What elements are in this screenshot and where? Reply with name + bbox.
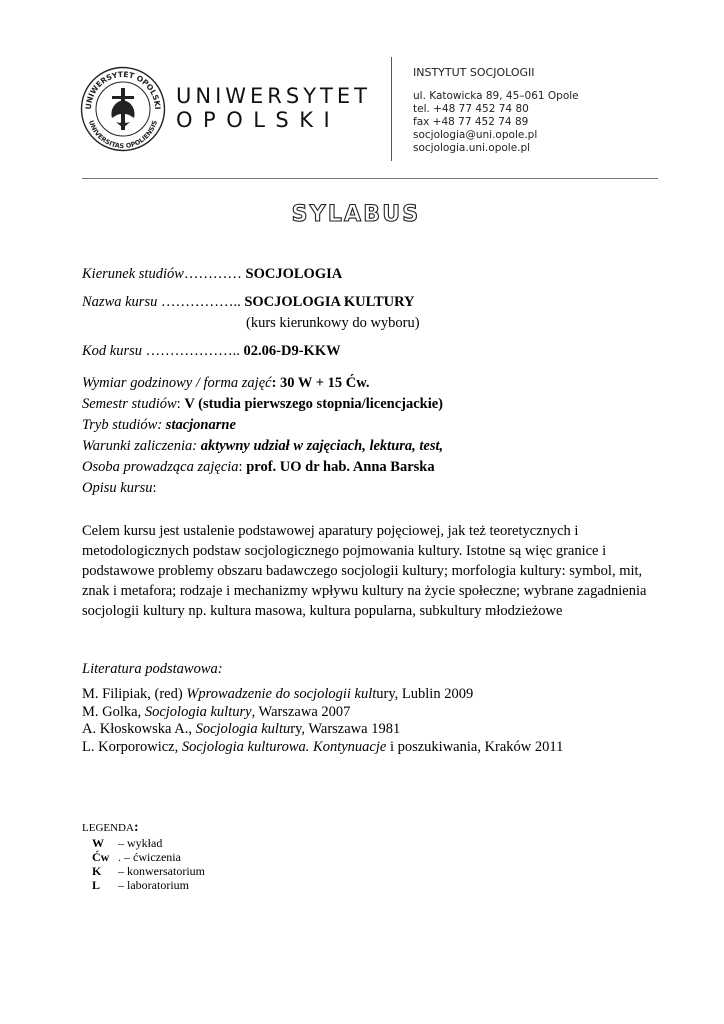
warunki-value: aktywny udział w zajęciach, lektura, test, bbox=[200, 438, 444, 454]
wymiar-label: Wymiar godzinowy / forma zajęć bbox=[82, 375, 272, 391]
nazwa-label: Nazwa kursu bbox=[82, 294, 158, 310]
lit-author: A. Kłoskowska A., bbox=[82, 721, 196, 737]
semestr-label: Semestr studiów bbox=[82, 396, 177, 412]
field-kierunek bbox=[82, 265, 342, 283]
lit-rest: ry, Warszawa 1981 bbox=[290, 721, 401, 737]
literature-item bbox=[82, 721, 563, 739]
institute-website: socjologia.uni.opole.pl bbox=[413, 142, 531, 154]
field-osoba: Osoba prowadząca zajęcia: prof. UO dr hab. Anna Barska bbox=[82, 459, 435, 475]
institute-address: ul. Katowicka 89, 45–061 Opole bbox=[413, 90, 579, 102]
nazwa-dots: …………….. bbox=[160, 294, 241, 310]
legend-desc: – wykład bbox=[118, 836, 163, 850]
legend-code: L bbox=[92, 878, 101, 892]
lit-title: Socjologia kultury bbox=[144, 703, 252, 720]
description-line: znak i metafora; rodzaje i mechanizmy wpływu kultury na życie społeczne; wybrane zagadnienia bbox=[82, 583, 647, 599]
legend-item bbox=[92, 850, 181, 865]
document-title bbox=[250, 200, 462, 226]
semestr-value: V (studia pierwszego stopnia/licencjackie) bbox=[184, 396, 444, 412]
seal-text-top: UNIWERSYTET OPOLSKI bbox=[83, 69, 163, 110]
legend-desc: – konwersatorium bbox=[118, 864, 205, 878]
lit-author: M. Filipiak, (red) bbox=[82, 686, 187, 702]
field-semestr: Semestr studiów: V (studia pierwszego stopnia/licencjackie) bbox=[82, 396, 444, 412]
legend-code: Ćw bbox=[92, 850, 110, 864]
literature-item bbox=[82, 739, 563, 757]
kierunek-label: Kierunek studiów bbox=[82, 266, 184, 282]
lit-rest: ury, Lublin 2009 bbox=[376, 686, 474, 702]
literature-heading-text: Literatura podstawowa: bbox=[82, 661, 223, 677]
header-divider bbox=[391, 57, 392, 161]
legend-title-text: LEGENDA bbox=[82, 822, 134, 834]
institute-name: INSTYTUT SOCJOLOGII bbox=[413, 66, 535, 79]
lit-title: Socjologia kultu bbox=[195, 721, 291, 737]
title-text: SYLABUS bbox=[291, 202, 421, 226]
lit-author: L. Korporowicz bbox=[82, 738, 175, 755]
lit-rest: i poszukiwania, Kraków 2011 bbox=[386, 738, 564, 755]
legend-code: K bbox=[92, 864, 102, 878]
university-seal-logo bbox=[80, 66, 166, 152]
lit-rest: , Warszawa 2007 bbox=[251, 703, 351, 720]
institute-phone: tel. +48 77 452 74 80 bbox=[413, 103, 529, 115]
description-line: socjologii kultury np. kultura masowa, kultura popularna, subkultury młodzieżowe bbox=[82, 603, 563, 619]
institute-email: socjologia@uni.opole.pl bbox=[413, 129, 538, 141]
lit-author: M. Golka, bbox=[82, 703, 145, 720]
legend-code: W bbox=[92, 836, 104, 850]
nazwa-value: SOCJOLOGIA KULTURY bbox=[244, 294, 415, 310]
lit-title: , Socjologia kulturowa. Kontynuacje bbox=[174, 738, 387, 755]
institute-fax: fax +48 77 452 74 89 bbox=[413, 116, 529, 128]
osoba-label: Osoba prowadząca zajęcia bbox=[82, 459, 239, 475]
university-name-line1: UNIWERSYTET bbox=[176, 84, 371, 108]
description-line: podstawowe problemy obszaru badawczego socjologii kultury; morfologia kultury: symbol, mit, bbox=[82, 563, 643, 579]
field-opis: Opisu kursu: bbox=[82, 480, 157, 496]
field-warunki bbox=[82, 437, 443, 455]
description-line: Celem kursu jest ustalenie podstawowej aparatury pojęciowej, jak też teoretycznych i bbox=[82, 523, 579, 539]
legend-item bbox=[92, 878, 189, 893]
literature-heading bbox=[82, 660, 223, 678]
field-nazwa bbox=[82, 293, 415, 311]
warunki-label: Warunki zaliczenia: bbox=[82, 438, 198, 454]
opis-label: Opisu kursu bbox=[82, 480, 153, 496]
nazwa-note: (kurs kierunkowy do wyboru) bbox=[246, 315, 420, 331]
literature-item bbox=[82, 704, 563, 722]
kod-label: Kod kursu bbox=[82, 343, 143, 359]
literature-item bbox=[82, 686, 563, 704]
seal-text-bottom: UNIVERSITAS OPOLIENSIS bbox=[86, 119, 160, 151]
kierunek-dots: ………… bbox=[183, 266, 242, 282]
lit-title: Wprowadzenie do socjologii kult bbox=[186, 686, 377, 702]
osoba-value: prof. UO dr hab. Anna Barska bbox=[246, 459, 435, 475]
field-wymiar: Wymiar godzinowy / forma zajęć: 30 W + 15 Ćw. bbox=[82, 375, 370, 391]
kierunek-value: SOCJOLOGIA bbox=[245, 266, 343, 282]
legend-desc: – laboratorium bbox=[118, 878, 189, 892]
literature-list bbox=[82, 686, 563, 756]
wymiar-value: 30 W + 15 Ćw. bbox=[280, 375, 370, 391]
university-name-line2: OPOLSKI bbox=[176, 108, 341, 132]
legend-title: LEGENDA: bbox=[82, 820, 139, 835]
field-kod bbox=[82, 342, 341, 360]
tryb-value: stacjonarne bbox=[165, 417, 236, 433]
course-description bbox=[82, 521, 652, 621]
kod-dots: ……………….. bbox=[145, 343, 240, 359]
legend-item bbox=[92, 864, 205, 879]
kod-value: 02.06-D9-KKW bbox=[243, 343, 341, 359]
field-tryb bbox=[82, 416, 236, 434]
legend-desc: . – ćwiczenia bbox=[118, 850, 181, 864]
tryb-label: Tryb studiów: bbox=[82, 417, 163, 433]
description-line: metodologicznych podstaw socjologicznego pojmowania kultury. Istotne są więc granice i bbox=[82, 543, 607, 559]
legend-item bbox=[92, 836, 162, 851]
header-rule bbox=[82, 178, 658, 179]
